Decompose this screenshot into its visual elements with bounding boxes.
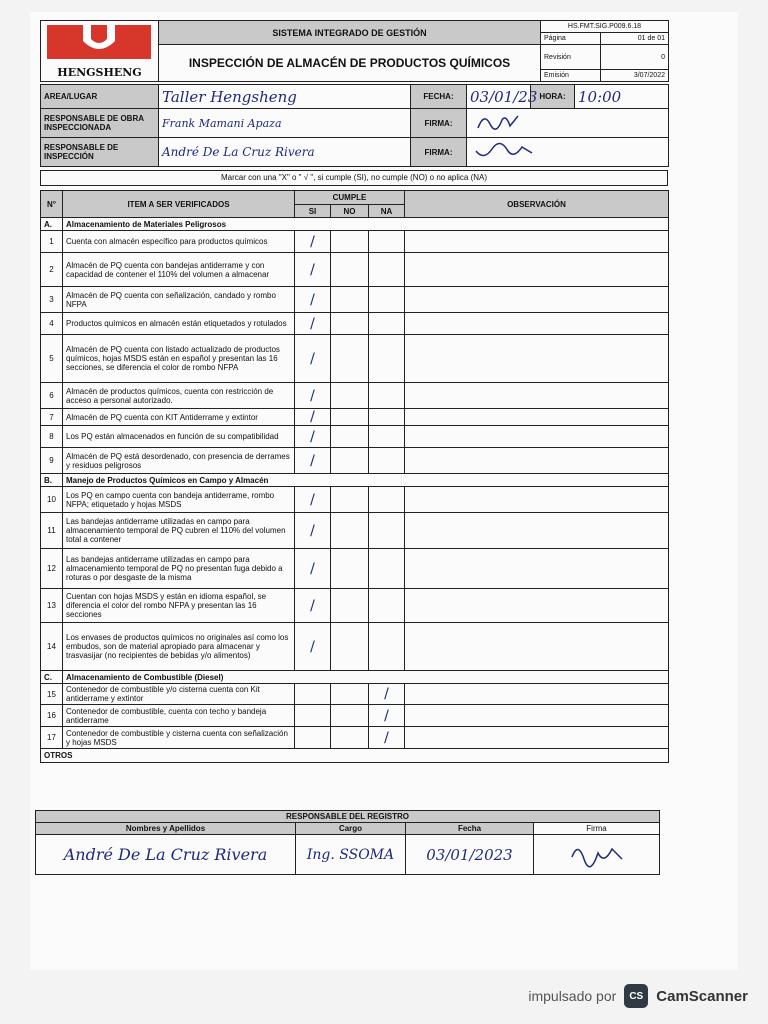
table-row: [41, 231, 669, 253]
checkbox-si[interactable]: /: [295, 409, 331, 426]
emision-label: Emisión: [541, 70, 601, 82]
otros-row: OTROS: [41, 749, 669, 763]
checkbox-si[interactable]: /: [295, 313, 331, 335]
area-label: AREA/LUGAR: [41, 85, 159, 109]
col-n: N°: [41, 191, 63, 218]
checkbox-na[interactable]: [369, 487, 405, 513]
item-number: 9: [41, 448, 63, 474]
observation-cell[interactable]: [405, 513, 669, 549]
fecha-reg-value[interactable]: 03/01/2023: [406, 835, 534, 875]
item-number: 14: [41, 623, 63, 671]
table-row: [41, 589, 669, 623]
registro-title: RESPONSABLE DEL REGISTRO: [36, 811, 660, 823]
item-number: 5: [41, 335, 63, 383]
table-row: [41, 727, 669, 749]
firma-obra-signature[interactable]: [467, 109, 669, 138]
checkbox-si[interactable]: /: [295, 253, 331, 287]
col-cumple: CUMPLE: [295, 191, 405, 205]
form-title: INSPECCIÓN DE ALMACÉN DE PRODUCTOS QUÍMICOS: [159, 45, 541, 82]
item-text: Productos químicos en almacén están etiquetados y rotulados: [63, 313, 295, 335]
signature-icon: [470, 139, 540, 163]
signature-icon: [470, 110, 530, 134]
item-number: 12: [41, 549, 63, 589]
table-row: [41, 623, 669, 671]
item-text: Cuenta con almacén específico para productos químicos: [63, 231, 295, 253]
section-title: Almacenamiento de Materiales Peligrosos: [63, 218, 669, 231]
firma-insp-signature[interactable]: [467, 138, 669, 167]
col-item: ITEM A SER VERIFICADOS: [63, 191, 295, 218]
checkbox-na[interactable]: [369, 335, 405, 383]
checkbox-no[interactable]: [331, 253, 369, 287]
checkbox-si[interactable]: [295, 727, 331, 749]
footer-text: impulsado por: [528, 988, 617, 1004]
item-text: Contenedor de combustible, cuenta con techo y bandeja antiderrame: [63, 705, 295, 727]
checkbox-no[interactable]: [331, 684, 369, 705]
checkbox-no[interactable]: [331, 705, 369, 727]
checkbox-si[interactable]: /: [295, 287, 331, 313]
cargo-label: Cargo: [296, 823, 406, 835]
item-text: Almacén de PQ cuenta con señalización, candado y rombo NFPA: [63, 287, 295, 313]
section-title: Manejo de Productos Químicos en Campo y Almacén: [63, 474, 669, 487]
table-row: [41, 705, 669, 727]
item-text: Los envases de productos químicos no originales así como los embudos, son de material apropiado para almacenar y trasvasijar (no recipientes de bebidas y/o alimentos): [63, 623, 295, 671]
table-row: [41, 487, 669, 513]
resp-insp-value[interactable]: André De La Cruz Rivera: [159, 138, 411, 167]
checkbox-no[interactable]: [331, 623, 369, 671]
table-row: [41, 253, 669, 287]
observation-cell[interactable]: [405, 287, 669, 313]
fecha-value[interactable]: 03/01/23: [467, 85, 531, 109]
emision-value: 3/07/2022: [601, 70, 669, 82]
observation-cell[interactable]: [405, 448, 669, 474]
resp-obra-value[interactable]: Frank Mamani Apaza: [159, 109, 411, 138]
pagina-value: 01 de 01: [601, 33, 669, 45]
item-number: 7: [41, 409, 63, 426]
checkbox-na[interactable]: /: [369, 727, 405, 749]
col-observacion: OBSERVACIÓN: [405, 191, 669, 218]
item-number: 6: [41, 383, 63, 409]
hora-label: HORA:: [531, 85, 575, 109]
observation-cell[interactable]: [405, 589, 669, 623]
item-text: Las bandejas antiderrame utilizadas en campo para almacenamiento temporal de PQ no presentan fuga debido a roturas o por desgaste de la misma: [63, 549, 295, 589]
item-text: Almacén de PQ cuenta con listado actualizado de productos químicos, hojas MSDS están en español y presentan las 16 secciones, se diferencia el color de rombo NFPA: [63, 335, 295, 383]
checkbox-na[interactable]: [369, 589, 405, 623]
item-number: 11: [41, 513, 63, 549]
checkbox-si[interactable]: /: [295, 513, 331, 549]
checkbox-no[interactable]: [331, 231, 369, 253]
checkbox-no[interactable]: [331, 589, 369, 623]
nombres-label: Nombres y Apellidos: [36, 823, 296, 835]
checkbox-na[interactable]: [369, 426, 405, 448]
checkbox-si[interactable]: /: [295, 448, 331, 474]
checkbox-na[interactable]: [369, 623, 405, 671]
checkbox-no[interactable]: [331, 409, 369, 426]
logo: [41, 21, 159, 82]
item-text: Almacén de productos químicos, cuenta con restricción de acceso a personal autorizado.: [63, 383, 295, 409]
section-id: A.: [41, 218, 63, 231]
item-number: 15: [41, 684, 63, 705]
table-row: [41, 549, 669, 589]
checkbox-na[interactable]: [369, 253, 405, 287]
footer-brand: CamScanner: [656, 987, 748, 1005]
item-text: Contenedor de combustible y/o cisterna cuenta con Kit antiderrame y extintor: [63, 684, 295, 705]
instruction-line: Marcar con una "X" o " √ ", si cumple (SI), no cumple (NO) o no aplica (NA): [40, 170, 668, 186]
observation-cell[interactable]: [405, 487, 669, 513]
checkbox-no[interactable]: [331, 448, 369, 474]
checkbox-na[interactable]: /: [369, 705, 405, 727]
item-text: Contenedor de combustible y cisterna cuenta con señalización y hojas MSDS: [63, 727, 295, 749]
fecha-reg-label: Fecha: [406, 823, 534, 835]
item-number: 17: [41, 727, 63, 749]
item-text: Las bandejas antiderrame utilizadas en campo para almacenamiento temporal de PQ cubren el 110% del volumen total a contener: [63, 513, 295, 549]
checkbox-no[interactable]: [331, 727, 369, 749]
observation-cell[interactable]: [405, 335, 669, 383]
checkbox-na[interactable]: [369, 313, 405, 335]
observation-cell[interactable]: [405, 409, 669, 426]
checkbox-no[interactable]: [331, 287, 369, 313]
observation-cell[interactable]: [405, 705, 669, 727]
observation-cell[interactable]: [405, 549, 669, 589]
camscanner-footer: [528, 984, 748, 1008]
checkbox-si[interactable]: /: [295, 623, 331, 671]
revision-label: Revisión: [541, 45, 601, 70]
checkbox-no[interactable]: [331, 487, 369, 513]
info-table: [40, 84, 669, 167]
area-value[interactable]: Taller Hengsheng: [159, 85, 411, 109]
item-number: 8: [41, 426, 63, 448]
checkbox-no[interactable]: [331, 513, 369, 549]
table-row: [41, 335, 669, 383]
checkbox-si[interactable]: /: [295, 335, 331, 383]
checkbox-si[interactable]: [295, 705, 331, 727]
revision-value: 0: [601, 45, 669, 70]
item-text: Almacén de PQ cuenta con KIT Antiderrame y extintor: [63, 409, 295, 426]
item-text: Los PQ en campo cuenta con bandeja antiderrame, rombo NFPA; etiquetado y hojas MSDS: [63, 487, 295, 513]
table-row: [41, 383, 669, 409]
col-si: SI: [295, 205, 331, 218]
resp-insp-label: RESPONSABLE DE INSPECCIÓN: [41, 138, 159, 167]
form-code: HS.FMT.SIG.P009.6.18: [541, 21, 669, 33]
checkbox-si[interactable]: /: [295, 231, 331, 253]
section-header: [41, 671, 669, 684]
table-row: [41, 409, 669, 426]
section-id: C.: [41, 671, 63, 684]
fecha-label: FECHA:: [411, 85, 467, 109]
checkbox-si[interactable]: /: [295, 383, 331, 409]
pagina-label: Página: [541, 33, 601, 45]
firma-insp-label: FIRMA:: [411, 138, 467, 167]
item-text: Cuentan con hojas MSDS y están en idioma español, se diferencia el color del rombo NFPA y presentan las 16 secciones: [63, 589, 295, 623]
observation-cell[interactable]: [405, 623, 669, 671]
checkbox-na[interactable]: [369, 513, 405, 549]
checkbox-si[interactable]: /: [295, 589, 331, 623]
camscanner-logo-icon: CS: [624, 984, 648, 1008]
checkbox-na[interactable]: /: [369, 684, 405, 705]
item-number: 16: [41, 705, 63, 727]
item-number: 3: [41, 287, 63, 313]
nombres-value[interactable]: André De La Cruz Rivera: [36, 835, 296, 875]
col-no: NO: [331, 205, 369, 218]
item-number: 1: [41, 231, 63, 253]
checkbox-no[interactable]: [331, 383, 369, 409]
checkbox-si[interactable]: /: [295, 426, 331, 448]
checkbox-no[interactable]: [331, 549, 369, 589]
observation-cell[interactable]: [405, 313, 669, 335]
item-text: Almacén de PQ está desordenado, con presencia de derrames y residuos peligrosos: [63, 448, 295, 474]
observation-cell[interactable]: [405, 231, 669, 253]
checklist-table: [40, 190, 669, 763]
section-header: [41, 474, 669, 487]
table-row: [41, 287, 669, 313]
checkbox-na[interactable]: [369, 231, 405, 253]
checkbox-no[interactable]: [331, 426, 369, 448]
table-row: [41, 313, 669, 335]
company-name: HENGSHENG: [57, 66, 142, 79]
checkbox-na[interactable]: [369, 383, 405, 409]
checkbox-si[interactable]: /: [295, 487, 331, 513]
observation-cell[interactable]: [405, 684, 669, 705]
observation-cell[interactable]: [405, 727, 669, 749]
checkbox-na[interactable]: [369, 409, 405, 426]
checkbox-si[interactable]: [295, 684, 331, 705]
observation-cell[interactable]: [405, 426, 669, 448]
section-title: Almacenamiento de Combustible (Diesel): [63, 671, 669, 684]
checkbox-na[interactable]: [369, 287, 405, 313]
item-number: 13: [41, 589, 63, 623]
table-row: [41, 426, 669, 448]
observation-cell[interactable]: [405, 253, 669, 287]
item-number: 4: [41, 313, 63, 335]
firma-reg-signature[interactable]: [534, 835, 660, 875]
item-number: 10: [41, 487, 63, 513]
table-row: [41, 448, 669, 474]
hora-value[interactable]: 10:00: [575, 85, 669, 109]
firma-label: FIRMA:: [411, 109, 467, 138]
header-table: [40, 20, 669, 82]
form-sheet: [30, 12, 738, 970]
item-text: Almacén de PQ cuenta con bandejas antiderrame y con capacidad de contener el 110% del volumen a almacenar: [63, 253, 295, 287]
registro-table: [35, 810, 660, 875]
table-row: [41, 684, 669, 705]
checkbox-na[interactable]: [369, 549, 405, 589]
section-id: B.: [41, 474, 63, 487]
resp-obra-label: RESPONSABLE DE OBRA INSPECCIONADA: [41, 109, 159, 138]
checkbox-si[interactable]: /: [295, 549, 331, 589]
section-header: [41, 218, 669, 231]
system-title: SISTEMA INTEGRADO DE GESTIÓN: [159, 21, 541, 45]
checkbox-na[interactable]: [369, 448, 405, 474]
table-row: [41, 513, 669, 549]
col-na: NA: [369, 205, 405, 218]
checkbox-no[interactable]: [331, 313, 369, 335]
firma-reg-label: Firma: [534, 823, 660, 835]
observation-cell[interactable]: [405, 383, 669, 409]
signature-icon: [562, 837, 632, 871]
checkbox-no[interactable]: [331, 335, 369, 383]
item-number: 2: [41, 253, 63, 287]
cargo-value[interactable]: Ing. SSOMA: [296, 835, 406, 875]
item-text: Los PQ están almacenados en función de su compatibilidad: [63, 426, 295, 448]
